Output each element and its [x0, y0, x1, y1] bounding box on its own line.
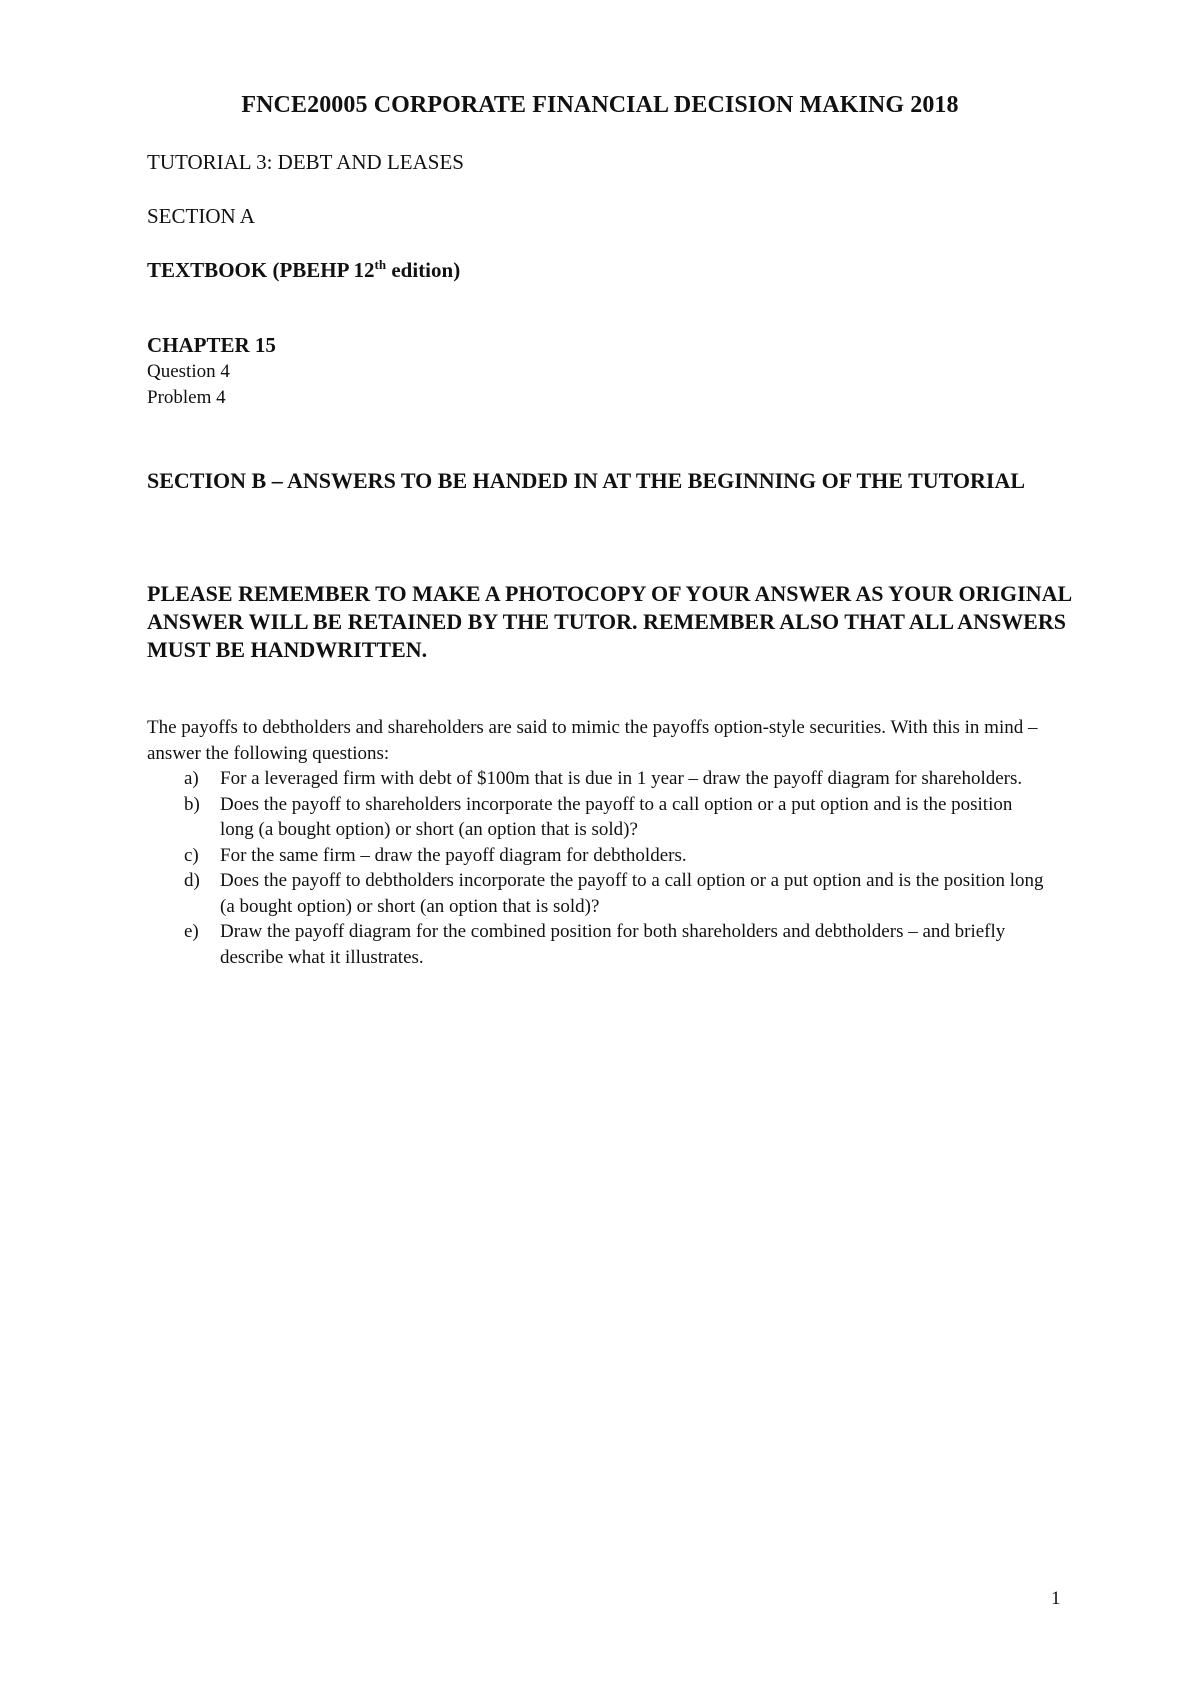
question-item-d — [147, 868, 1047, 919]
question-item-e — [147, 919, 1047, 970]
document-title: FNCE20005 CORPORATE FINANCIAL DECISION MAKING 2018 — [241, 92, 959, 118]
chapter-problem: Problem 4 — [147, 387, 226, 408]
question-text: Does the payoff to debtholders incorporate the payoff to a call option or a put option and is the position long (a bought option) or short (an option that is sold)? — [220, 870, 1044, 917]
chapter-question: Question 4 — [147, 361, 230, 382]
question-label: e) — [184, 921, 199, 942]
section-b-heading: SECTION B – ANSWERS TO BE HANDED IN AT THE BEGINNING OF THE TUTORIAL — [147, 468, 1026, 493]
tutorial-heading: TUTORIAL 3: DEBT AND LEASES — [147, 150, 464, 174]
question-item-c — [147, 843, 1047, 869]
question-item-b — [147, 792, 1047, 843]
question-text: For a leveraged firm with debt of $100m that is due in 1 year – draw the payoff diagram for shareholders. — [220, 768, 1023, 789]
question-label: d) — [184, 870, 200, 891]
question-item-a — [147, 766, 1047, 792]
textbook-heading — [147, 258, 460, 283]
textbook-suffix: edition) — [386, 258, 461, 282]
question-label: c) — [184, 844, 199, 866]
question-label: b) — [184, 793, 200, 815]
chapter-heading: CHAPTER 15 — [147, 333, 276, 357]
section-a-heading: SECTION A — [147, 204, 255, 228]
intro-paragraph: The payoffs to debtholders and shareholders are said to mimic the payoffs option-style securities. With this in mind – answer the following questions: — [147, 717, 1038, 764]
textbook-prefix: TEXTBOOK (PBEHP 12 — [147, 258, 375, 282]
photocopy-reminder: PLEASE REMEMBER TO MAKE A PHOTOCOPY OF YOUR ANSWER AS YOUR ORIGINAL ANSWER WILL BE RETAINED BY THE TUTOR. REMEMBER ALSO THAT ALL ANSWERS MUST BE HANDWRITTEN. — [147, 581, 1071, 662]
question-text: Draw the payoff diagram for the combined position for both shareholders and debtholders – and briefly describe what it illustrates. — [220, 921, 1006, 968]
question-list — [147, 766, 1047, 970]
question-text: For the same firm – draw the payoff diagram for debtholders. — [220, 844, 687, 866]
textbook-superscript: th — [374, 257, 387, 272]
page-number: 1 — [1051, 1588, 1061, 1609]
question-text: Does the payoff to shareholders incorporate the payoff to a call option or a put option and is the position long (a bought option) or short (an option that is sold)? — [220, 793, 1013, 840]
question-label: a) — [184, 768, 199, 789]
